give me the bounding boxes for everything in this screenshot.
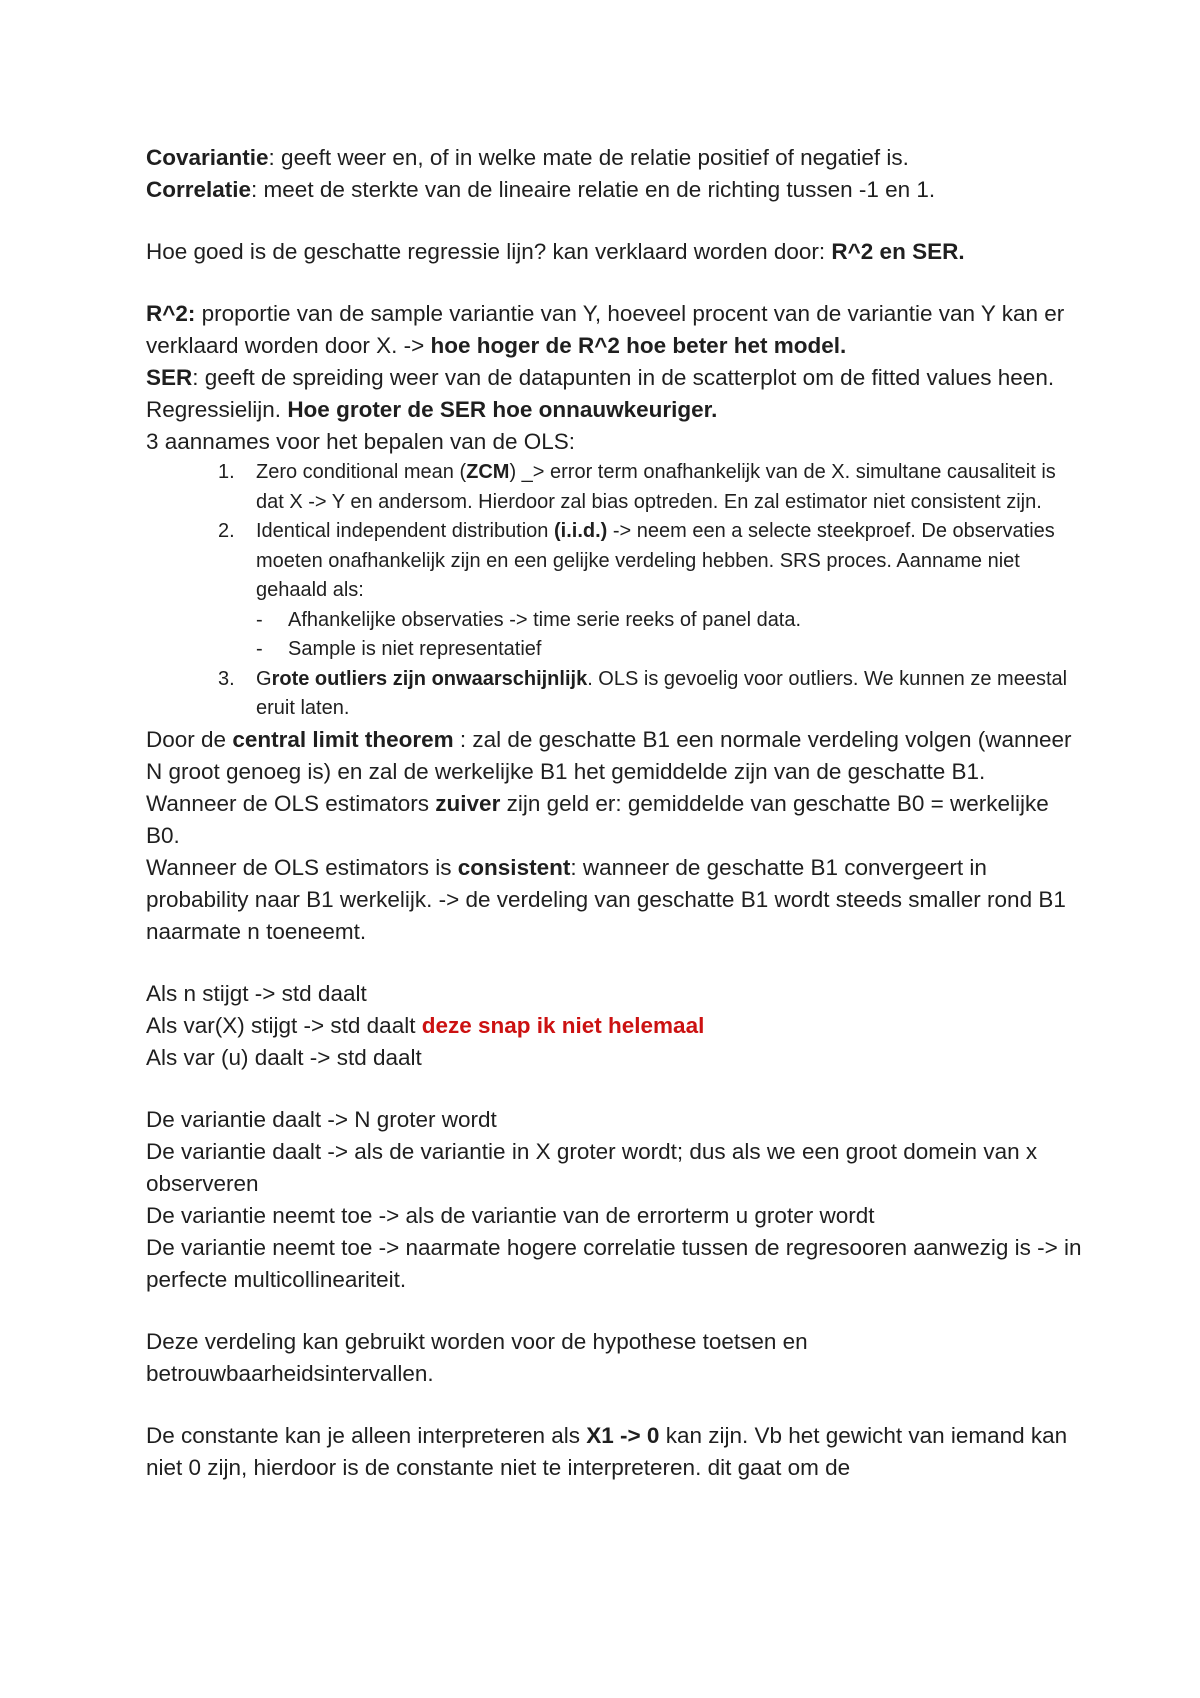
r2-text: proportie van de sample variantie van Y, hoeveel procent van de variantie van Y kan er verklaard worden door X. -> <box>146 301 1065 358</box>
zuiver-term: zuiver <box>435 790 501 816</box>
term-ser: SER <box>146 365 193 390</box>
zuiver-pre: Wanneer de OLS estimators <box>146 790 436 816</box>
std-line-1: Als n stijgt -> std daalt <box>146 980 367 1006</box>
item-bold: ZCM <box>466 461 510 483</box>
r2-definition <box>146 298 1086 362</box>
term-covariantie: Covariantie <box>146 145 269 170</box>
term-r2: R^2: <box>146 301 196 326</box>
fit-question <box>146 236 1086 268</box>
variance-line: De variantie daalt -> als de variantie in X groter wordt; dus als we een groot domein van x observeren <box>146 1138 1038 1196</box>
zuiver-post: zijn geld er: gemiddelde van geschatte B0 = werkelijke B0. <box>146 790 1049 848</box>
item-text: -> neem een a selecte steekproef. De observaties moeten onafhankelijk zijn en een gelijke verdeling hebben. SRS proces. Aanname niet gehaald als: <box>256 520 1055 601</box>
constant-condition: X1 -> 0 <box>586 1422 660 1448</box>
list-item <box>146 458 1086 517</box>
variance-line: De variantie neemt toe -> naarmate hogere correlatie tussen de regresooren aanwezig is -> in perfecte multicollineariteit. <box>146 1234 1082 1292</box>
item-text: . OLS is gevoelig voor outliers. We kunnen ze meestal eruit laten. <box>256 667 1068 719</box>
item-bold: rote outliers zijn onwaarschijnlijk <box>271 667 588 690</box>
item-text: ) _> error term onafhankelijk van de X. simultane causaliteit is dat X -> Y en andersom. Hierdoor zal bias optreden. En zal estimator niet consistent zijn. <box>256 461 1056 513</box>
clt-term: central limit theorem <box>232 726 454 752</box>
constant-post: kan zijn. Vb het gewicht van iemand kan niet 0 zijn, hierdoor is de constante niet te interpreteren. dit gaat om de <box>146 1422 1068 1480</box>
std-note-highlight: deze snap ik niet helemaal <box>421 1012 705 1038</box>
std-line-2-text: Als var(X) stijgt -> std daalt <box>146 1012 422 1038</box>
constant-pre: De constante kan je alleen interpreteren als <box>146 1422 587 1448</box>
ser-conclusion: Hoe groter de SER hoe onnauwkeuriger. <box>287 397 718 422</box>
constant-paragraph <box>146 1420 1086 1484</box>
variance-line: De variantie daalt -> N groter wordt <box>146 1106 497 1132</box>
distribution-use-paragraph: Deze verdeling kan gebruikt worden voor de hypothese toetsen en betrouwbaarheidsintervallen. <box>146 1328 808 1386</box>
correlatie-text: : meet de sterkte van de lineaire relatie en de richting tussen -1 en 1. <box>251 177 936 202</box>
clt-pre: Door de <box>146 726 233 752</box>
spacer <box>146 1074 1086 1104</box>
sub-item-text: Afhankelijke observaties -> time serie reeks of panel data. <box>288 608 802 631</box>
std-line-2 <box>146 1010 1086 1042</box>
sub-list <box>256 606 1086 665</box>
spacer <box>146 1296 1086 1326</box>
list-number: 1. <box>218 461 235 483</box>
sub-list-item <box>256 606 1086 636</box>
clt-paragraph <box>146 724 1086 788</box>
list-item <box>146 517 1086 665</box>
std-line-3: Als var (u) daalt -> std daalt <box>146 1044 422 1070</box>
covariantie-definition <box>146 142 1086 174</box>
consistent-pre: Wanneer de OLS estimators is <box>146 854 458 880</box>
r2-conclusion: hoe hoger de R^2 hoe beter het model. <box>430 333 847 358</box>
item-bold: (i.i.d.) <box>554 520 608 542</box>
consistent-paragraph <box>146 852 1086 948</box>
ser-definition <box>146 362 1086 426</box>
assumptions-list <box>146 458 1086 724</box>
ser-text: : geeft de spreiding weer van de datapunten in de scatterplot om de fitted values heen. Regressielijn. <box>146 365 1055 422</box>
sub-list-item <box>256 635 1086 665</box>
spacer <box>146 1390 1086 1420</box>
variance-line: De variantie neemt toe -> als de variantie van de errorterm u groter wordt <box>146 1202 875 1228</box>
list-number: 2. <box>218 520 235 542</box>
dash-marker: - <box>256 638 263 660</box>
list-item <box>146 665 1086 724</box>
clt-post: : zal de geschatte B1 een normale verdeling volgen (wanneer N groot genoeg is) en zal de werkelijke B1 het gemiddelde zijn van de geschatte B1. <box>146 726 1072 784</box>
spacer <box>146 948 1086 978</box>
item-text: Zero conditional mean ( <box>256 461 467 483</box>
covariantie-text: : geeft weer en, of in welke mate de relatie positief of negatief is. <box>268 145 909 170</box>
consistent-post: : wanneer de geschatte B1 convergeert in probability naar B1 werkelijk. -> de verdeling van geschatte B1 wordt steeds smaller rond B1 naarmate n toeneemt. <box>146 854 1066 944</box>
fit-question-answer: R^2 en SER. <box>831 239 965 264</box>
dash-marker: - <box>256 608 263 631</box>
fit-question-text: Hoe goed is de geschatte regressie lijn? kan verklaard worden door: <box>146 239 832 264</box>
spacer <box>146 268 1086 298</box>
term-correlatie: Correlatie <box>146 177 252 202</box>
correlatie-definition <box>146 174 1086 206</box>
spacer <box>146 206 1086 236</box>
item-text: Identical independent distribution <box>256 520 554 542</box>
item-text: G <box>256 667 272 690</box>
assumptions-heading: 3 aannames voor het bepalen van de OLS: <box>146 429 576 454</box>
consistent-term: consistent <box>457 854 571 880</box>
document-body <box>146 142 1086 1484</box>
list-number: 3. <box>218 667 235 690</box>
sub-item-text: Sample is niet representatief <box>288 638 542 660</box>
zuiver-paragraph <box>146 788 1086 852</box>
